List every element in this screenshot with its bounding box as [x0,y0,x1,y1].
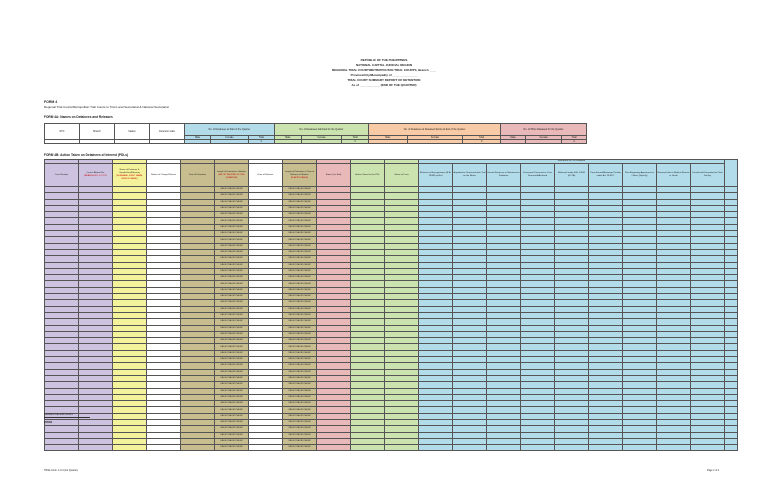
table-cell[interactable]: #VALUE!/#VALUE!/#VALUE! [215,382,249,388]
cell[interactable] [302,140,342,144]
column-header-label: Date of Detention [188,173,207,176]
sub-male: Male [185,136,211,140]
column-header [113,164,147,187]
column-header-label: Release on Recognizance (R.A. 10389) or Bail [419,172,452,177]
table-cell[interactable]: #VALUE!/#VALUE!/#VALUE! [283,331,317,337]
table-cell[interactable] [691,445,725,451]
table-cell[interactable]: #VALUE!/#VALUE!/#VALUE! [283,218,317,224]
table-cell[interactable]: #VALUE!/#VALUE!/#VALUE! [215,357,249,363]
table-cell[interactable]: #VALUE!/#VALUE!/#VALUE! [215,256,249,262]
table-cell[interactable]: #VALUE!/#VALUE!/#VALUE! [215,344,249,350]
col-detention-jails: Detention Jails [150,124,185,140]
column-header [657,164,691,187]
table-cell[interactable] [147,445,181,451]
header-line-1: REPUBLIC OF THE PHILIPPINES [360,58,408,62]
section-a-title: FORM 4A: Names on Detainees and Releases [44,115,113,119]
column-header [623,164,657,187]
table-cell[interactable]: #VALUE!/#VALUE!/#VALUE! [215,237,249,243]
total-admitted: 0 [342,140,369,144]
sub-female: Female [407,136,463,140]
column-header [351,164,385,187]
table-cell[interactable]: #VALUE!/#VALUE!/#VALUE! [283,224,317,230]
table-cell[interactable] [419,445,453,451]
table-cell[interactable]: #VALUE!/#VALUE!/#VALUE! [283,187,317,193]
column-header [317,164,351,187]
column-header-note: (BRANCH NO. & CITY) [84,175,107,177]
form-subtitle: Regional Trial Courts/Metropolitan Trial Courts to Trial Local Secretariat & National Secretariat [44,105,169,109]
column-header-label: Status (On Bail) [325,173,342,176]
cell[interactable] [369,140,407,144]
table-cell[interactable] [45,445,79,451]
table-cell[interactable]: #VALUE!/#VALUE!/#VALUE! [283,369,317,375]
table-cell[interactable]: #VALUE!/#VALUE!/#VALUE! [215,212,249,218]
sub-total: Total [342,136,369,140]
column-header [249,164,283,187]
table-cell[interactable]: #VALUE!/#VALUE!/#VALUE! [215,268,249,274]
group-pdls-released: No. of PDLs Released for the Quarter [500,124,586,136]
cell[interactable] [185,140,211,144]
cell[interactable] [211,140,249,144]
column-header [453,164,487,187]
table-cell[interactable]: #VALUE!/#VALUE!/#VALUE! [215,419,249,425]
table-cell[interactable]: #VALUE!/#VALUE!/#VALUE! [283,338,317,344]
column-header-label: Date of Release [257,173,274,176]
column-header-note: (AS OF THE END OF THE QUARTER) [218,173,245,179]
header-line-6: As of ____________ (END OF THE QUARTER) [351,83,417,87]
table-cell[interactable]: #VALUE!/#VALUE!/#VALUE! [215,231,249,237]
table-cell[interactable] [623,445,657,451]
report-header [0,58,768,88]
table-cell[interactable]: #VALUE!/#VALUE!/#VALUE! [283,388,317,394]
column-header [589,164,623,187]
column-header [385,164,419,187]
table-cell[interactable]: #VALUE!/#VALUE!/#VALUE! [283,363,317,369]
table-cell[interactable]: #VALUE!/#VALUE!/#VALUE! [283,237,317,243]
col-branch: Branch [80,124,115,140]
table-cell[interactable]: #VALUE!/#VALUE!/#VALUE! [283,426,317,432]
column-header-label: Released under R.A. 10592 (GCTA) [558,172,585,177]
table-cell[interactable]: #VALUE!/#VALUE!/#VALUE! [283,357,317,363]
table-cell[interactable]: #VALUE!/#VALUE!/#VALUE! [283,382,317,388]
table-cell[interactable]: #VALUE!/#VALUE!/#VALUE! [215,193,249,199]
table-cell[interactable]: #VALUE!/#VALUE!/#VALUE! [215,199,249,205]
column-header-label: Length of Detention at Time of Release in Months [284,170,315,176]
table-cell[interactable] [657,445,691,451]
cell-station[interactable] [115,140,150,144]
sub-female: Female [526,136,562,140]
table-cell[interactable]: #VALUE!/#VALUE!/#VALUE! [215,413,249,419]
table-cell[interactable] [521,445,555,451]
column-header-label: Case Number [54,173,69,176]
table-cell[interactable]: #VALUE!/#VALUE!/#VALUE! [215,187,249,193]
sub-female: Female [211,136,249,140]
table-cell[interactable]: #VALUE!/#VALUE!/#VALUE! [283,375,317,381]
table-cell[interactable] [453,445,487,451]
table-cell[interactable]: #VALUE!/#VALUE!/#VALUE! [215,300,249,306]
table-cell[interactable]: #VALUE!/#VALUE!/#VALUE! [283,445,317,451]
table-cell[interactable]: #VALUE!/#VALUE!/#VALUE! [215,287,249,293]
footer-left: TRIAL Form 1 of 4 (1st Quarter) [44,469,78,472]
table-cell[interactable]: #VALUE!/#VALUE!/#VALUE! [283,231,317,237]
group-start-quarter: No. of Detainees at Start of the Quarter [185,124,275,136]
table-cell[interactable]: #VALUE!/#VALUE!/#VALUE! [283,275,317,281]
table-cell[interactable]: #VALUE!/#VALUE!/#VALUE! [215,262,249,268]
table-cell[interactable]: #VALUE!/#VALUE!/#VALUE! [215,224,249,230]
table-cell[interactable]: #VALUE!/#VALUE!/#VALUE! [283,432,317,438]
table-cell[interactable]: #VALUE!/#VALUE!/#VALUE! [215,205,249,211]
sub-male: Male [500,136,525,140]
table-cell[interactable]: #VALUE!/#VALUE!/#VALUE! [283,205,317,211]
cell[interactable] [274,140,302,144]
sub-female: Female [302,136,342,140]
certification-title: JUDGE [44,421,53,424]
table-cell[interactable]: #VALUE!/#VALUE!/#VALUE! [215,249,249,255]
header-line-2: NATIONAL CAPITAL JUDICIAL REGION [355,63,413,67]
table-cell[interactable]: #VALUE!/#VALUE!/#VALUE! [283,300,317,306]
table-cell[interactable]: #VALUE!/#VALUE!/#VALUE! [215,319,249,325]
sub-male: Male [274,136,302,140]
column-header-label: Transferred/Committed to Other Facility [692,172,723,177]
table-cell[interactable]: #VALUE!/#VALUE!/#VALUE! [283,344,317,350]
column-header [487,164,521,187]
header-line-5: TRIAL COURT SUMMARY REPORT OF DETENTION [347,78,421,82]
table-cell[interactable]: #VALUE!/#VALUE!/#VALUE! [283,438,317,444]
table-cell[interactable] [385,445,419,451]
table-cell[interactable]: #VALUE!/#VALUE!/#VALUE! [215,432,249,438]
column-header-label: Provisional Dismissal or Case Dismissed/Archived [523,172,552,177]
table-cell[interactable] [181,445,215,451]
column-header-label: Action Taken for the PDL [355,173,380,176]
table-cell[interactable]: #VALUE!/#VALUE!/#VALUE! [215,394,249,400]
column-header [521,164,555,187]
column-header-label: Nature of Charge/Offense [150,173,176,176]
table-cell[interactable]: #VALUE!/#VALUE!/#VALUE! [215,275,249,281]
table-cell[interactable] [555,445,589,451]
footer-right: Page 1 of 1 [707,469,720,472]
table-cell[interactable]: #VALUE!/#VALUE!/#VALUE! [215,407,249,413]
table-cell[interactable]: #VALUE!/#VALUE!/#VALUE! [283,319,317,325]
table-cell[interactable] [249,445,283,451]
column-header-label: Court's Alloted No. [86,172,105,174]
sub-total: Total [463,136,501,140]
header-edge [725,160,738,187]
table-cell[interactable]: #VALUE!/#VALUE!/#VALUE! [215,426,249,432]
table-row [45,445,738,451]
group-exit-status: Exit/Status of PDL/Detainee [419,160,725,164]
header-line-3: REGIONAL TRIAL COURT/METROPOLITAN TRIAL COURTS, Branch ____ [331,68,437,72]
table-cell[interactable]: #VALUE!/#VALUE!/#VALUE! [215,438,249,444]
cell[interactable] [526,140,562,144]
total-pdls: 0 [562,140,587,144]
column-header [283,164,317,187]
table-cell[interactable]: #VALUE!/#VALUE!/#VALUE! [283,419,317,425]
sub-total: Total [562,136,587,140]
table-cell[interactable] [589,445,623,451]
cell-jails[interactable] [150,140,185,144]
group-admitted: No. of Detainees Admitted for the Quarter [274,124,369,136]
section-b-title: FORM 4B: Action Taken on Detainees of Interest (PDLs) [44,153,129,157]
table-cell[interactable]: #VALUE!/#VALUE!/#VALUE! [215,281,249,287]
table-cell[interactable]: #VALUE!/#VALUE!/#VALUE! [215,363,249,369]
table-cell[interactable] [487,445,521,451]
column-header [181,164,215,187]
table-cell[interactable] [113,445,147,451]
table-cell[interactable]: #VALUE!/#VALUE!/#VALUE! [215,331,249,337]
col-rtc: RTC [45,124,80,140]
table-cell[interactable]: #VALUE!/#VALUE!/#VALUE! [283,281,317,287]
table-cell[interactable]: #VALUE!/#VALUE!/#VALUE! [283,249,317,255]
table-cell[interactable]: #VALUE!/#VALUE!/#VALUE! [283,306,317,312]
column-header [45,164,79,187]
table-cell[interactable]: #VALUE!/#VALUE!/#VALUE! [215,445,249,451]
pdl-action-table [44,159,738,451]
form-title: FORM 4 [44,100,58,104]
detainees-summary-table [44,123,587,144]
total-released: 0 [463,140,501,144]
table-cell [725,445,738,451]
column-header-label: Acquitted or Dismissed after Trial on the Merits [453,172,486,177]
certification-label: Certified true and correct: [44,413,90,418]
pdl-rows [45,187,738,451]
table-cell[interactable] [317,445,351,451]
table-cell[interactable]: #VALUE!/#VALUE!/#VALUE! [283,294,317,300]
column-header [419,164,453,187]
table-cell[interactable]: #VALUE!/#VALUE!/#VALUE! [283,199,317,205]
table-cell[interactable]: #VALUE!/#VALUE!/#VALUE! [283,287,317,293]
cell[interactable] [500,140,525,144]
column-header-note: (SURNAME, FIRST NAME, MIDDLE NAME) [116,175,143,180]
column-header-label: Released due to Medical Reason or Death [657,172,690,177]
table-cell[interactable]: #VALUE!/#VALUE!/#VALUE! [215,375,249,381]
table-cell[interactable]: #VALUE!/#VALUE!/#VALUE! [283,350,317,356]
column-header-label: Time-Served/Maximum Penalty under Art. 29 RPC [590,172,621,177]
column-header [79,164,113,187]
sub-total: Total [248,136,274,140]
cell-branch[interactable] [80,140,115,144]
table-cell[interactable]: #VALUE!/#VALUE!/#VALUE! [215,350,249,356]
table-cell[interactable]: #VALUE!/#VALUE!/#VALUE! [215,401,249,407]
table-cell[interactable]: #VALUE!/#VALUE!/#VALUE! [215,338,249,344]
column-header [691,164,725,187]
table-cell[interactable]: #VALUE!/#VALUE!/#VALUE! [215,306,249,312]
table-cell[interactable]: #VALUE!/#VALUE!/#VALUE! [215,369,249,375]
table-cell[interactable]: #VALUE!/#VALUE!/#VALUE! [283,413,317,419]
header-line-4: Province/City/Municipality of _______________ [350,73,418,77]
table-cell[interactable]: #VALUE!/#VALUE!/#VALUE! [215,388,249,394]
table-cell[interactable] [79,445,113,451]
table-cell[interactable]: #VALUE!/#VALUE!/#VALUE! [215,218,249,224]
column-header-label: Status of Case [394,173,409,176]
column-header-note: (IF APPLICABLE) [290,176,309,179]
col-station: Station [115,124,150,140]
column-header-label: Length of Detention in Months [216,170,247,173]
table-cell[interactable]: #VALUE!/#VALUE!/#VALUE! [283,325,317,331]
table-cell[interactable]: #VALUE!/#VALUE!/#VALUE! [215,312,249,318]
total-start: 0 [248,140,274,144]
cell-rtc[interactable] [45,140,80,144]
table-cell[interactable]: #VALUE!/#VALUE!/#VALUE! [215,294,249,300]
column-header [215,164,249,187]
column-header-label: Name of Detainee & Gender/Sex/Ethnicity [119,169,140,174]
table-cell[interactable]: #VALUE!/#VALUE!/#VALUE! [283,193,317,199]
table-cell[interactable]: #VALUE!/#VALUE!/#VALUE! [283,394,317,400]
column-header [555,164,589,187]
table-cell[interactable]: #VALUE!/#VALUE!/#VALUE! [283,312,317,318]
table-cell[interactable]: #VALUE!/#VALUE!/#VALUE! [283,243,317,249]
table-cell[interactable]: #VALUE!/#VALUE!/#VALUE! [283,212,317,218]
table-cell[interactable]: #VALUE!/#VALUE!/#VALUE! [215,325,249,331]
column-header-label: Served Sentence or Released on Probation [487,172,520,177]
column-header [147,164,181,187]
group-released-exits: No. of Detainees at Released (Exits) at End of the Quarter [369,124,501,136]
table-cell[interactable]: #VALUE!/#VALUE!/#VALUE! [283,407,317,413]
table-cell[interactable] [351,445,385,451]
table-cell[interactable]: #VALUE!/#VALUE!/#VALUE! [283,401,317,407]
table-cell[interactable]: #VALUE!/#VALUE!/#VALUE! [283,262,317,268]
table-cell[interactable]: #VALUE!/#VALUE!/#VALUE! [283,256,317,262]
column-header-label: Plea Bargaining Agreement or Others (Specify) [624,172,655,177]
sub-male: Male [369,136,407,140]
table-cell[interactable]: #VALUE!/#VALUE!/#VALUE! [215,243,249,249]
table-cell[interactable]: #VALUE!/#VALUE!/#VALUE! [283,268,317,274]
cell[interactable] [407,140,463,144]
